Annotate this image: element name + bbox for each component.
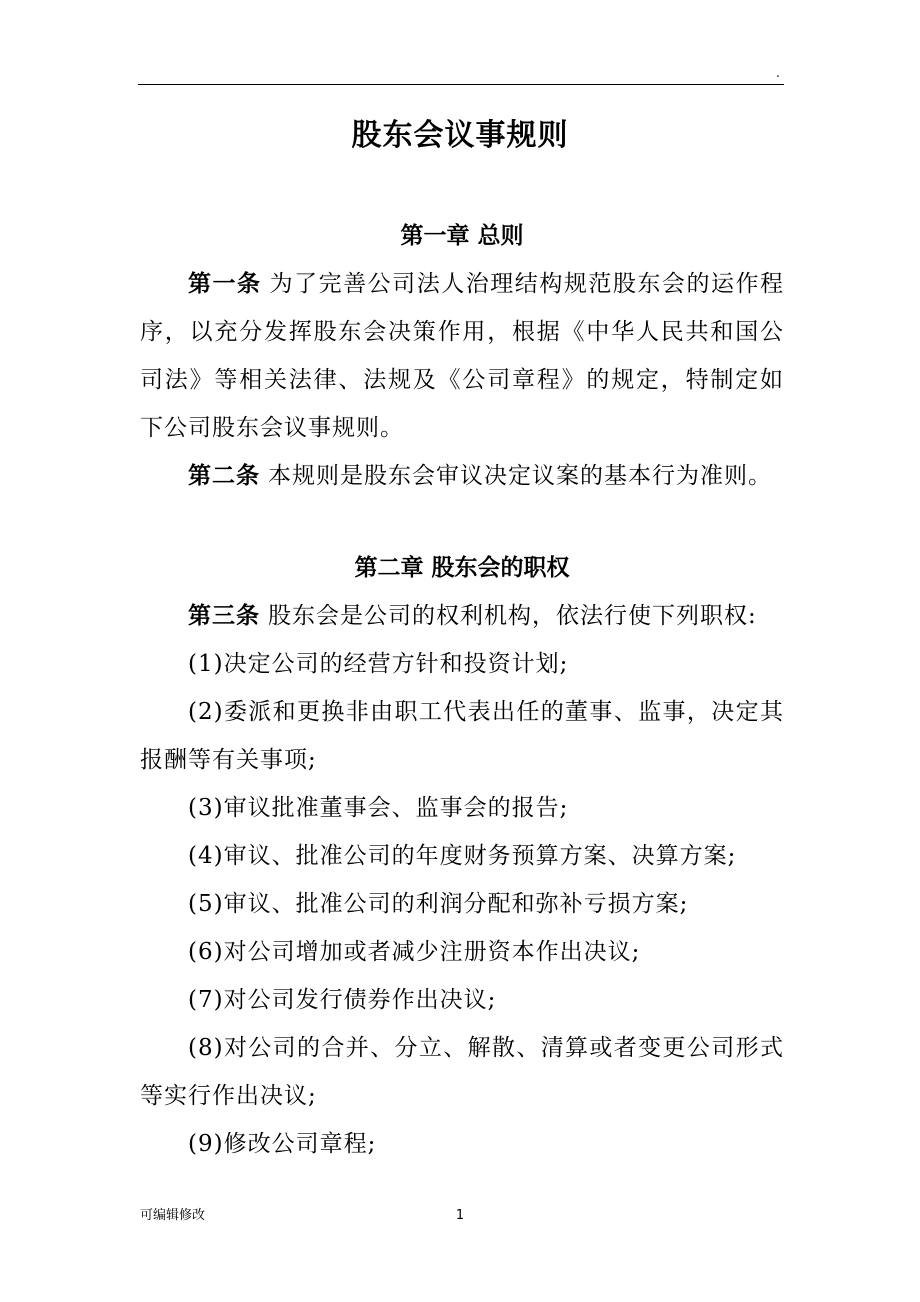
document-body [140, 212, 784, 1168]
header-mark: . [776, 66, 780, 80]
article-3-item-7: (7)对公司发行债券作出决议; [188, 987, 497, 1013]
article-2-label: 第二条 [188, 463, 260, 489]
article-3-item-2: (2)委派和更换非由职工代表出任的董事、监事，决定其报酬等有关事项; [140, 699, 784, 773]
document-title: 股东会议事规则 [351, 118, 569, 153]
article-2-text: 本规则是股东会审议决定议案的基本行为准则。 [268, 463, 772, 489]
article-3-item-1: (1)决定公司的经营方针和投资计划; [188, 651, 569, 677]
article-3-item-4: (4)审议、批准公司的年度财务预算方案、决算方案; [188, 843, 737, 869]
article-1 [140, 260, 784, 452]
article-1-label: 第一条 [188, 271, 262, 297]
article-3-item-8: (8)对公司的合并、分立、解散、清算或者变更公司形式等实行作出决议; [140, 1035, 784, 1109]
article-3 [140, 592, 784, 640]
article-3-text: 股东会是公司的权利机构，依法行使下列职权: [268, 603, 757, 629]
article-3-item-5: (5)审议、批准公司的利润分配和弥补亏损方案; [188, 891, 689, 917]
page-number: 1 [455, 1208, 465, 1223]
footer-note: 可编辑修改 [140, 1208, 206, 1223]
header-rule [138, 84, 784, 85]
article-3-item-3: (3)审议批准董事会、监事会的报告; [188, 795, 569, 821]
article-2 [140, 452, 784, 500]
article-3-item-6: (6)对公司增加或者减少注册资本作出决议; [188, 939, 641, 965]
chapter-1-heading: 第一章 总则 [400, 223, 524, 249]
chapter-2-heading: 第二章 股东会的职权 [354, 555, 570, 581]
article-3-label: 第三条 [188, 603, 260, 629]
article-1-text: 为了完善公司法人治理结构规范股东会的运作程序，以充分发挥股东会决策作用，根据《中华人民共和国公司法》等相关法律、法规及《公司章程》的规定，特制定如下公司股东会议事规则。 [140, 271, 785, 441]
article-3-item-9: (9)修改公司章程; [188, 1131, 377, 1157]
